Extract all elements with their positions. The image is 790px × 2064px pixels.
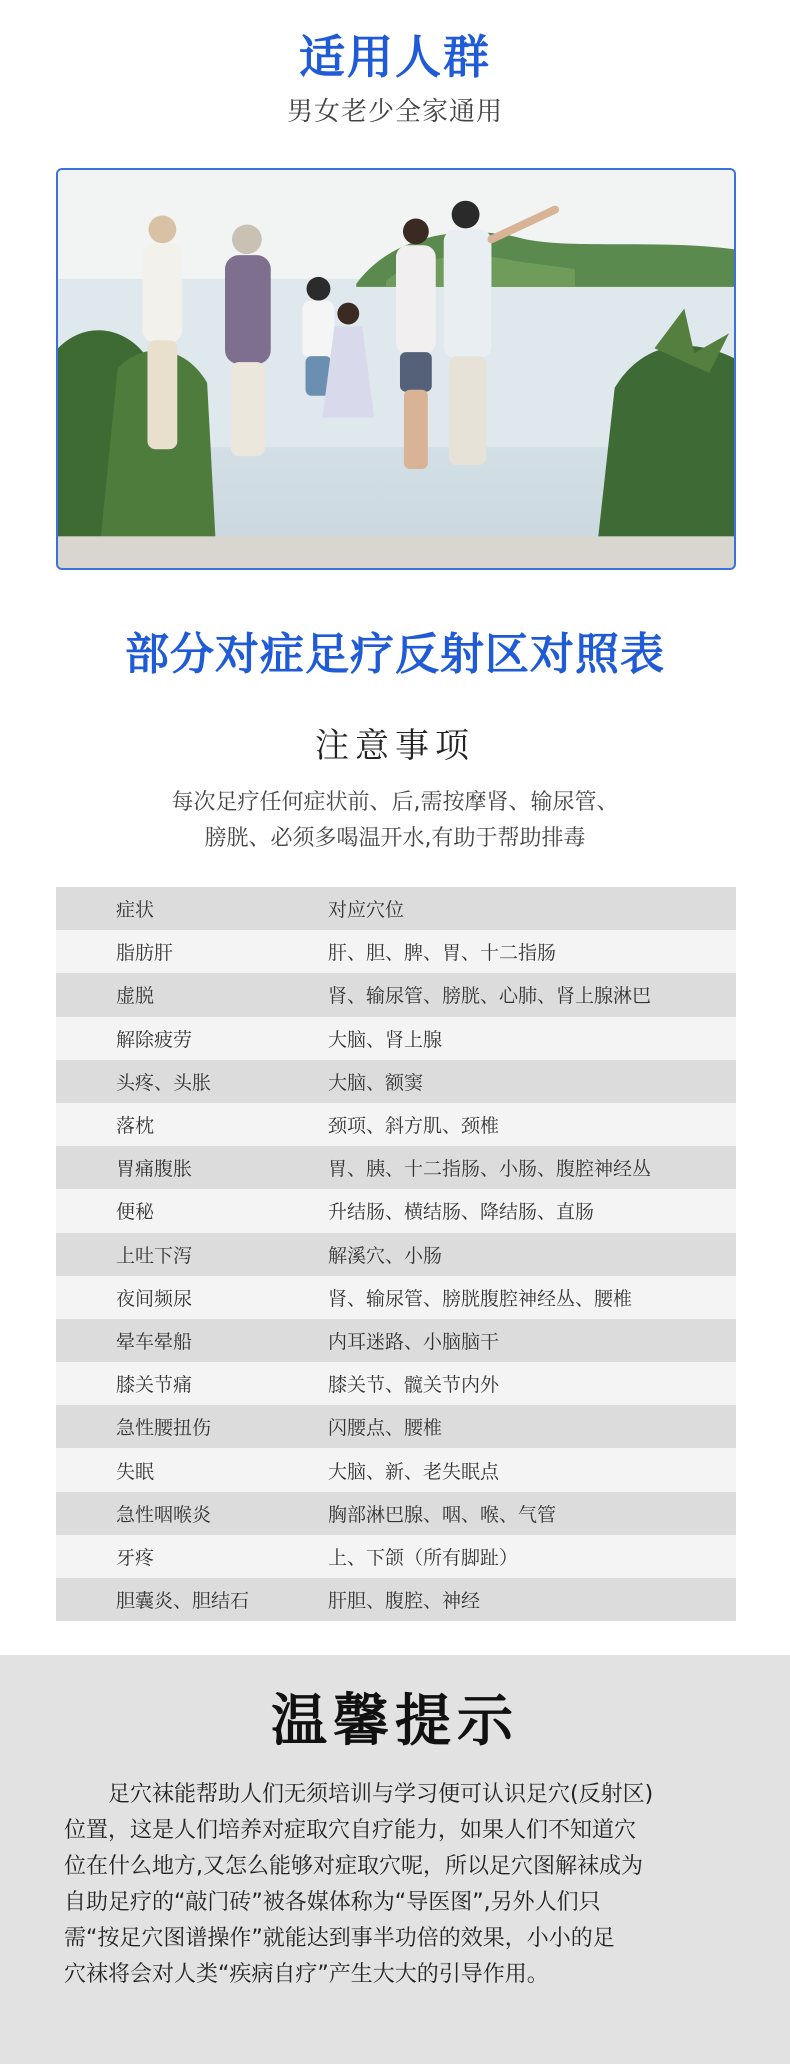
tips-line: 需“按足穴图谱操作”就能达到事半功倍的效果，小小的足 — [64, 1926, 615, 1951]
cell-acupoint: 胸部淋巴腺、咽、喉、气管 — [328, 1503, 557, 1526]
tips-line: 自助足疗的“敲门砖”被各媒体称为“导医图”,另外人们只 — [64, 1890, 601, 1915]
note-line: 膀胱、必须多喝温开水,有助于帮助排毒 — [204, 826, 586, 851]
cell-acupoint: 膝关节、髋关节内外 — [328, 1374, 500, 1397]
table-row — [56, 973, 736, 1016]
table-row — [56, 1189, 736, 1232]
cell-symptom: 牙疼 — [116, 1546, 155, 1569]
cell-acupoint: 肾、输尿管、膀胱腹腔神经丛、腰椎 — [328, 1287, 633, 1310]
cell-symptom: 胃痛腹胀 — [116, 1158, 193, 1181]
header-acupoint: 对应穴位 — [328, 899, 405, 922]
cell-acupoint: 肝胆、腹腔、神经 — [328, 1590, 481, 1613]
table-row — [56, 1535, 736, 1578]
table-row — [56, 1233, 736, 1276]
table-row — [56, 1276, 736, 1319]
table-row — [56, 1146, 736, 1189]
table-row — [56, 930, 736, 973]
table-row — [56, 1492, 736, 1535]
tips-line: 足穴袜能帮助人们无须培训与学习便可认识足穴(反射区) — [108, 1782, 654, 1807]
reflex-chart-title: 部分对症足疗反射区对照表 — [125, 629, 665, 680]
cell-symptom: 晕车晕船 — [116, 1330, 193, 1353]
cell-symptom: 头疼、头胀 — [116, 1071, 212, 1094]
tips-title: 温馨提示 — [271, 1689, 519, 1754]
family-photo-illustration — [58, 170, 734, 568]
cell-acupoint: 颈项、斜方肌、颈椎 — [328, 1115, 500, 1138]
cell-acupoint: 上、下颌（所有脚趾） — [328, 1546, 519, 1569]
cell-symptom: 胆囊炎、胆结石 — [116, 1590, 250, 1613]
cell-acupoint: 内耳迷路、小脑脑干 — [328, 1330, 500, 1353]
cell-symptom: 失眠 — [116, 1460, 155, 1483]
cell-symptom: 膝关节痛 — [116, 1374, 193, 1397]
header-symptom: 症状 — [116, 899, 155, 922]
table-row — [56, 1448, 736, 1491]
tips-line: 穴袜将会对人类“疾病自疗”产生大大的引导作用。 — [64, 1962, 549, 1987]
tips-line: 位置，这是人们培养对症取穴自疗能力，如果人们不知道穴 — [64, 1818, 637, 1843]
cell-symptom: 便秘 — [116, 1201, 155, 1224]
cell-acupoint: 肾、输尿管、膀胱、心肺、肾上腺淋巴 — [328, 985, 652, 1008]
table-row — [56, 1103, 736, 1146]
reflex-table — [56, 887, 736, 1621]
table-row — [56, 1319, 736, 1362]
cell-acupoint: 大脑、新、老失眠点 — [328, 1460, 500, 1483]
cell-acupoint: 升结肠、横结肠、降结肠、直肠 — [328, 1201, 595, 1224]
family-photo — [56, 168, 736, 570]
table-row — [56, 1405, 736, 1448]
note-title: 注意事项 — [315, 726, 475, 766]
cell-symptom: 脂肪肝 — [116, 942, 174, 965]
cell-acupoint: 解溪穴、小肠 — [328, 1244, 443, 1267]
audience-title: 适用人群 — [299, 30, 491, 84]
cell-symptom: 虚脱 — [116, 985, 155, 1008]
cell-acupoint: 肝、胆、脾、胃、十二指肠 — [328, 942, 557, 965]
cell-acupoint: 闪腰点、腰椎 — [328, 1417, 443, 1440]
table-row — [56, 1578, 736, 1621]
tips-text — [64, 1777, 730, 1993]
cell-acupoint: 胃、胰、十二指肠、小肠、腹腔神经丛 — [328, 1158, 652, 1181]
cell-acupoint: 大脑、额窦 — [328, 1071, 424, 1094]
cell-acupoint: 大脑、肾上腺 — [328, 1028, 443, 1051]
cell-symptom: 急性咽喉炎 — [116, 1503, 212, 1526]
table-row — [56, 1362, 736, 1405]
tips-line: 位在什么地方,又怎么能够对症取穴呢，所以足穴图解袜成为 — [64, 1854, 643, 1879]
cell-symptom: 急性腰扭伤 — [116, 1417, 212, 1440]
cell-symptom: 夜间频尿 — [116, 1287, 193, 1310]
audience-subtitle: 男女老少全家通用 — [286, 97, 503, 127]
cell-symptom: 上吐下泻 — [116, 1244, 193, 1267]
table-row — [56, 1060, 736, 1103]
cell-symptom: 解除疲劳 — [116, 1028, 193, 1051]
note-line: 每次足疗任何症状前、后,需按摩肾、输尿管、 — [171, 790, 619, 815]
table-row — [56, 1017, 736, 1060]
cell-symptom: 落枕 — [116, 1115, 155, 1138]
table-header-row — [56, 887, 736, 930]
